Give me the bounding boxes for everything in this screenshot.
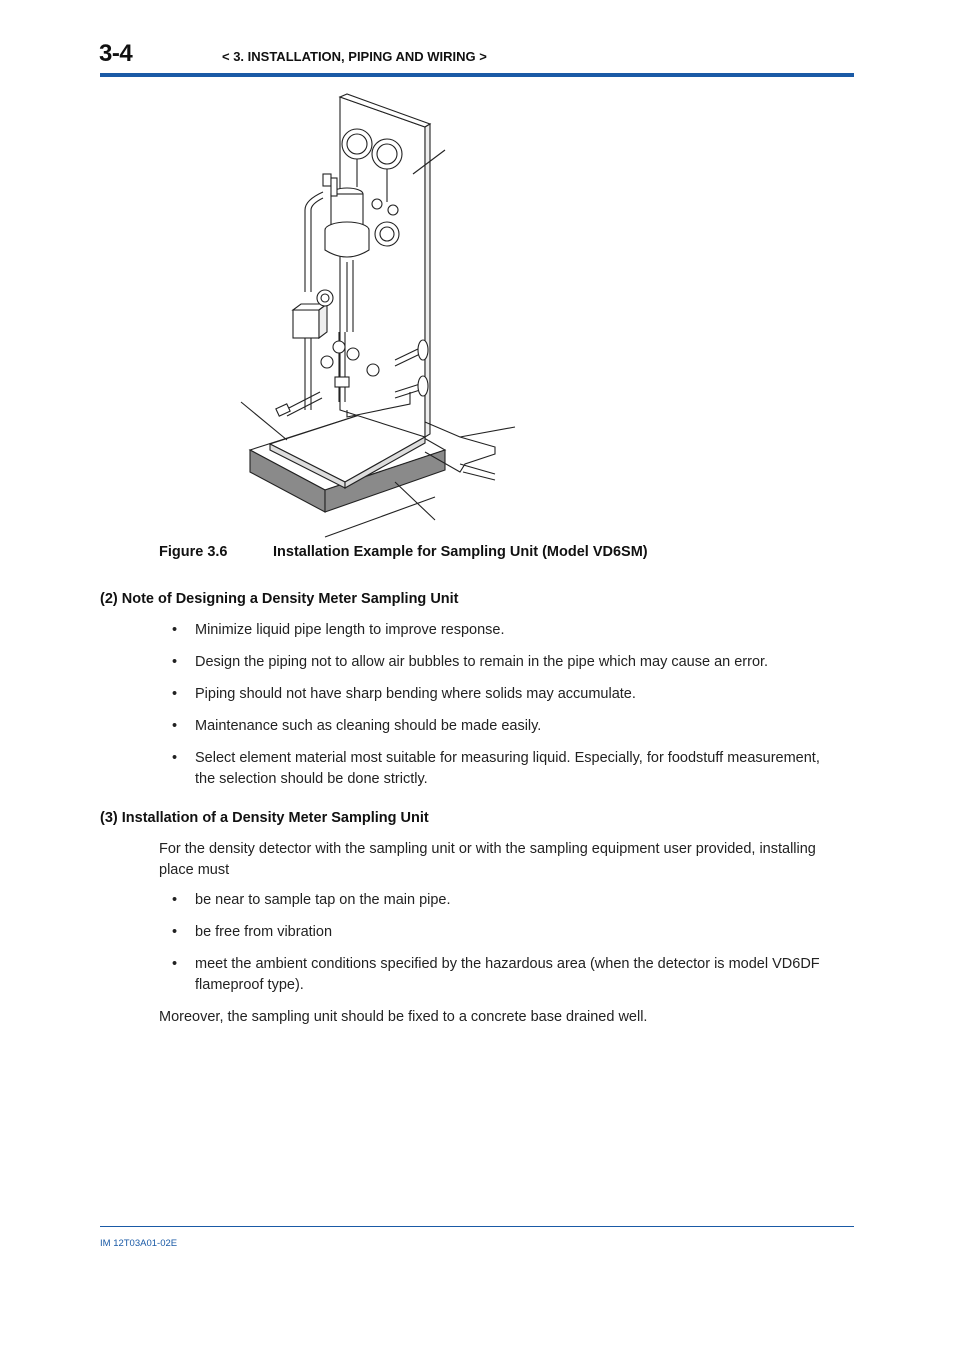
section-3-heading: (3) Installation of a Density Meter Sampling Unit (100, 810, 429, 826)
list-item: • meet the ambient conditions specified by the hazardous area (when the detector is model VD6DF flameproof type). (172, 956, 820, 993)
section-header: < 3. INSTALLATION, PIPING AND WIRING > (222, 49, 487, 64)
list-item: • Select element material most suitable for measuring liquid. Especially, for foodstuff measurement, the selection should be done strictly. (172, 750, 820, 787)
section-3-closing: Moreover, the sampling unit should be fixed to a concrete base drained well. (159, 1009, 648, 1025)
figure-number: Figure 3.6 (159, 544, 228, 560)
footer-rule (100, 1226, 854, 1227)
leader-line-base (395, 482, 435, 520)
bullet-marker: • (172, 956, 178, 972)
bullet-marker: • (172, 718, 178, 734)
bullet-marker: • (172, 622, 178, 638)
list-item: • Minimize liquid pipe length to improve response. (172, 620, 832, 641)
list-item: • be near to sample tap on the main pipe. (172, 890, 832, 911)
list-item: • Design the piping not to allow air bubbles to remain in the pipe which may cause an error. (172, 652, 832, 673)
list-item: • Piping should not have sharp bending where solids may accumulate. (172, 684, 832, 705)
list-item: • Maintenance such as cleaning should be made easily. (172, 716, 832, 737)
sampling-unit-illustration (235, 92, 525, 542)
section-3-bullet-list (172, 890, 832, 1007)
figure-title: Installation Example for Sampling Unit (Model VD6SM) (273, 544, 648, 560)
document-id: IM 12T03A01-02E (100, 1238, 178, 1249)
bullet-marker: • (172, 686, 178, 702)
page-number: 3-4 (99, 40, 133, 67)
bullet-marker: • (172, 892, 178, 908)
figure-caption (159, 544, 648, 560)
header-rule (100, 73, 854, 77)
section-2-heading: (2) Note of Designing a Density Meter Sampling Unit (100, 591, 459, 607)
bullet-marker: • (172, 924, 178, 940)
junction-box (293, 310, 319, 338)
bullet-marker: • (172, 654, 178, 670)
section-3-intro: For the density detector with the sampling unit or with the sampling equipment user provided, installing place must (159, 841, 816, 878)
section-2-bullet-list (172, 620, 832, 801)
list-item: • be free from vibration (172, 922, 832, 943)
bullet-marker: • (172, 750, 178, 766)
